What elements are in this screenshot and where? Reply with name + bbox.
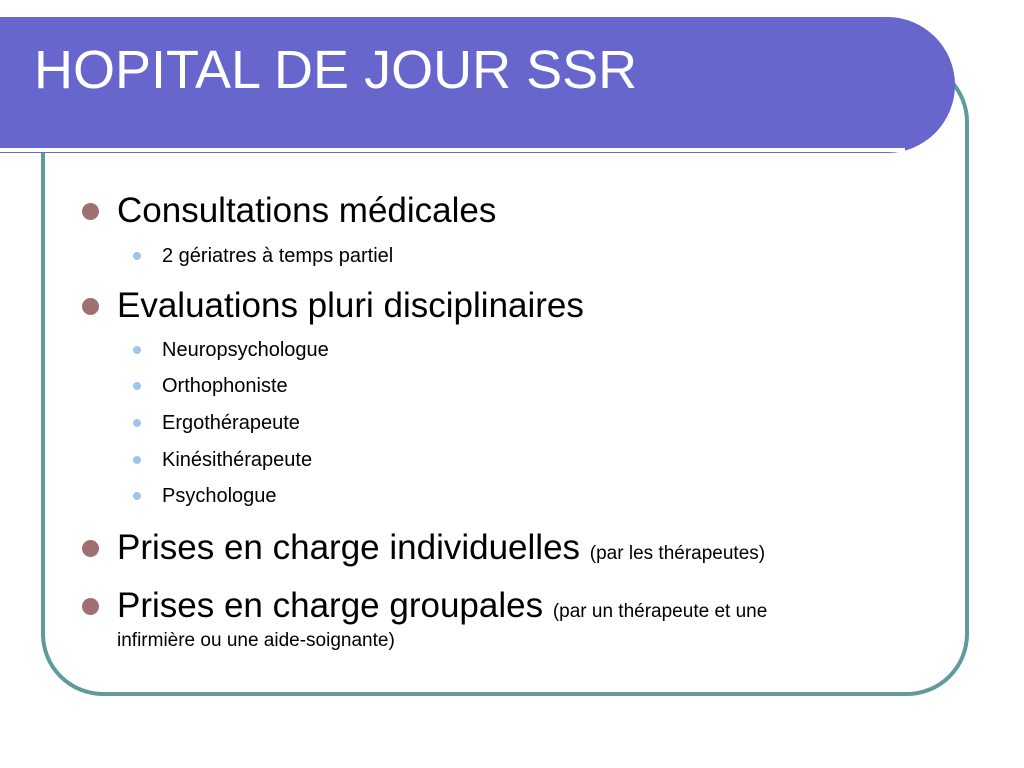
sub-bullet-icon [133,456,141,464]
sub-bullet-item: Orthophoniste [162,375,288,397]
bullet-icon [82,203,99,220]
sub-bullet-item: Neuropsychologue [162,339,329,361]
sub-bullet-item: Psychologue [162,485,277,507]
sub-bullet-icon [133,419,141,427]
sub-bullet-icon [133,382,141,390]
bullet-item: Consultations médicales [117,191,497,230]
sub-bullet-item: Ergothérapeute [162,412,300,434]
bullet-item-note-continued: infirmière ou une aide-soignante) [117,630,395,651]
bullet-item-note: (par les thérapeutes) [589,543,766,564]
bullet-item [117,530,765,565]
sub-bullet-item: Kinésithérapeute [162,449,313,471]
bullet-item-text: Prises en charge individuelles [117,528,581,567]
sub-bullet-item: 2 gériatres à temps partiel [162,245,394,267]
bullet-icon [82,598,99,615]
slide-title: HOPITAL DE JOUR SSR [34,40,638,100]
bullet-icon [82,540,99,557]
sub-bullet-icon [133,492,141,500]
bullet-item [117,588,767,623]
bullet-icon [82,298,99,315]
bullet-item: Evaluations pluri disciplinaires [117,286,584,325]
bullet-item-text: Prises en charge groupales [117,586,544,625]
sub-bullet-icon [133,346,141,354]
bullet-item-note: (par un thérapeute et une [552,601,768,622]
sub-bullet-icon [133,252,141,260]
